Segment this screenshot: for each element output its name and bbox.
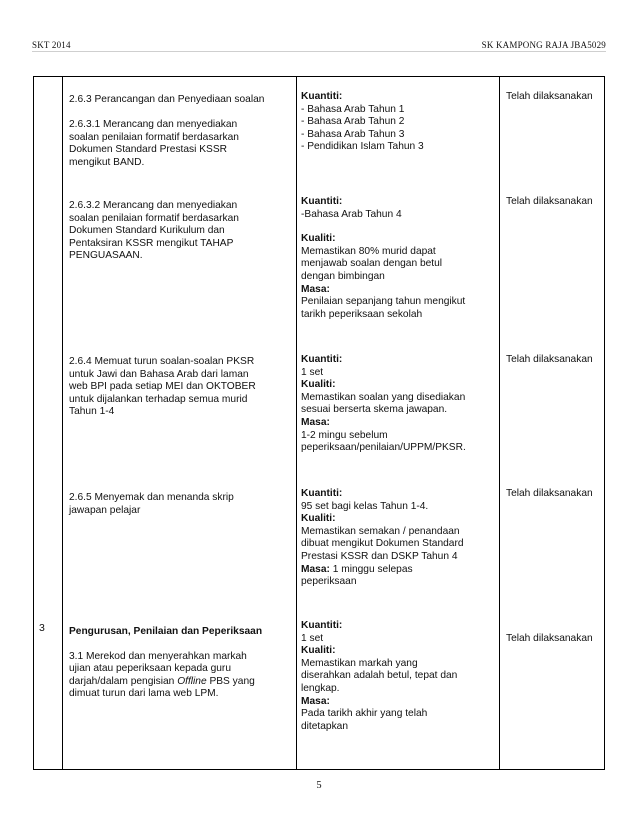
column-divider — [296, 77, 297, 769]
column-divider — [62, 77, 63, 769]
activity-text: 2.6.5 Menyemak dan menanda skrip jawapan pelajar — [69, 492, 234, 516]
status-text: Telah dilaksanakan — [506, 633, 593, 644]
status-text: Telah dilaksanakan — [506, 91, 593, 102]
header-right: SK KAMPONG RAJA JBA5029 — [481, 40, 606, 50]
indicator-text: Kuantiti: 95 set bagi kelas Tahun 1-4. Kualiti: Memastikan semakan / penandaan dibuat mengikut Dokumen Standard Prestasi KSSR dan DSKP Tahun 4 Masa: 1 minggu selepas peperiksaan — [301, 488, 464, 588]
header-rule — [32, 51, 606, 52]
row-number: 3 — [39, 622, 45, 634]
activity-text: 2.6.4 Memuat turun soalan-soalan PKSR untuk Jawi dan Bahasa Arab dari laman web BPI pada setiap MEI dan OKTOBER untuk dijalankan terhadap semua murid Tahun 1-4 — [69, 356, 256, 418]
status-text: Telah dilaksanakan — [506, 196, 593, 207]
activity-text: Pengurusan, Penilaian dan Peperiksaan 3.1 Merekod dan menyerahkan markah ujian atau peperiksaan kepada guru darjah/dalam pengisian Offline PBS yang dimuat turun dari lama web LPM. — [69, 626, 263, 700]
indicator-text: Kuantiti: - Bahasa Arab Tahun 1 - Bahasa Arab Tahun 2 - Bahasa Arab Tahun 3 - Pendidikan Islam Tahun 3 — [301, 91, 424, 153]
page-number: 5 — [316, 780, 322, 791]
indicator-text: Kuantiti: 1 set Kualiti: Memastikan markah yang diserahkan adalah betul, tepat dan lengkap. Masa: Pada tarikh akhir yang telah ditetapkan — [301, 620, 458, 732]
activity-text: 2.6.3 Perancangan dan Penyediaan soalan 2.6.3.1 Merancang dan menyediakan soalan penilaian formatif berdasarkan Dokumen Standard Prestasi KSSR mengikut BAND. — [69, 94, 265, 168]
indicator-text: Kuantiti: -Bahasa Arab Tahun 4 Kualiti: Memastikan 80% murid dapat menjawab soalan dengan betul dengan bimbingan Masa: Penilaian sepanjang tahun mengikut tarikh peperiksaan sekolah — [301, 196, 466, 320]
section-title: Pengurusan, Penilaian dan Peperiksaan — [69, 626, 263, 637]
indicator-text: Kuantiti: 1 set Kualiti: Memastikan soalan yang disediakan sesuai berserta skema jawapan. Masa: 1-2 mingu sebelum peperiksaan/penilaian/UPPM/PKSR. — [301, 354, 466, 454]
header-left: SKT 2014 — [32, 40, 71, 50]
activity-text: 2.6.3.2 Merancang dan menyediakan soalan penilaian formatif berdasarkan Dokumen Standard Kurikulum dan Pentaksiran KSSR mengikut TAHAP PENGUASAAN. — [69, 200, 239, 262]
status-text: Telah dilaksanakan — [506, 488, 593, 499]
column-divider — [499, 77, 500, 769]
status-text: Telah dilaksanakan — [506, 354, 593, 365]
